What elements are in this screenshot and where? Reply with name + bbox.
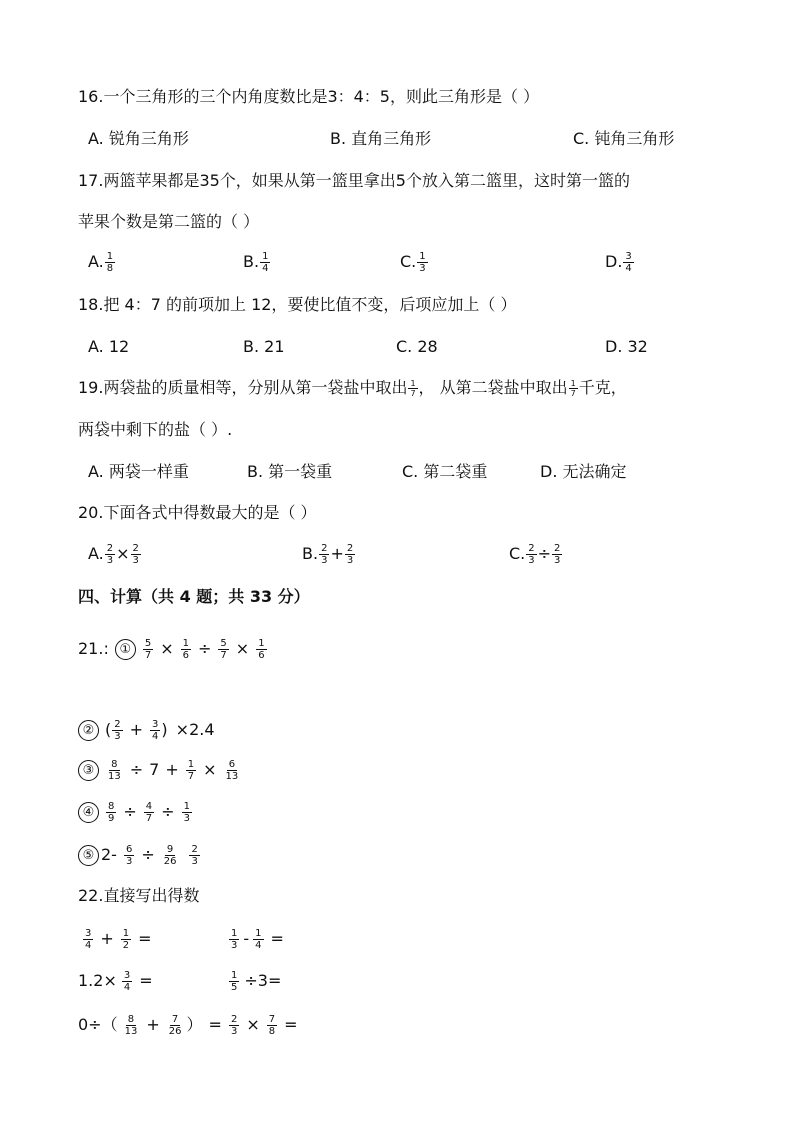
fraction: $\frac{7}{8}$ <box>268 1013 276 1037</box>
q17-option-c[interactable]: C. $\frac{1}{3}$ <box>400 251 426 274</box>
fraction: $\frac{1}{7}$ <box>570 379 576 398</box>
q22-item-5: 0÷（ 8 13 + $\frac{7}{26}$ ） = <box>78 1013 222 1037</box>
fraction: $\frac{2}{3}$ <box>231 1013 238 1037</box>
fraction: $\frac{4}{7}$ <box>145 800 153 824</box>
q20-stem: 20.下面各式中得数最大的是（ ） <box>78 503 317 522</box>
q16-option-c[interactable]: C. 钝角三角形 <box>573 129 675 148</box>
fraction: $\frac{1}{2}$ <box>122 927 130 951</box>
fraction: $\frac{8}{13}$ <box>108 758 121 782</box>
q18-option-a[interactable]: A. 12 <box>88 337 130 356</box>
section-heading: 四、计算（共 4 题；共 33 分） <box>78 587 310 606</box>
fraction: $\frac{5}{7}$ <box>144 637 152 661</box>
q18-option-c[interactable]: C. 28 <box>396 337 438 356</box>
q19-option-c[interactable]: C. 第二袋重 <box>402 462 488 481</box>
q19-option-a[interactable]: A. 两袋一样重 <box>88 462 189 481</box>
fraction: $\frac{1}{5}$ <box>231 969 238 993</box>
q18-option-b[interactable]: B. 21 <box>243 337 285 356</box>
fraction: $\frac{3}{4}$ <box>625 251 632 274</box>
fraction: $\frac{5}{7}$ <box>220 637 227 661</box>
fraction: 8 13 <box>124 1013 138 1037</box>
fraction: 2 3 <box>114 718 121 742</box>
fraction: $\frac{3}{4}$ <box>123 969 131 993</box>
q18-option-d[interactable]: D. 32 <box>605 337 648 356</box>
q20-option-a[interactable]: A. $\frac{2}{3}$ × $\frac{2}{3}$ <box>88 543 139 566</box>
q22-item-2: 1 3 - $\frac{1}{4}$ = <box>231 927 284 951</box>
fraction: $\frac{2}{3}$ <box>528 543 535 566</box>
circled-number-5: ⑤ <box>78 845 99 866</box>
fraction: $\frac{3}{4}$ <box>152 718 159 742</box>
circled-number-3: ③ <box>78 760 99 781</box>
q22-item-6: $\frac{2}{3}$ × $\frac{7}{8}$ = <box>231 1013 298 1037</box>
fraction: $\frac{1}{7}$ <box>410 379 416 398</box>
fraction: $\frac{1}{3}$ <box>419 251 426 274</box>
fraction: $\frac{2}{3}$ <box>346 543 354 566</box>
q22-item-1: 3 4 + $\frac{1}{2}$ = <box>85 927 152 951</box>
fraction: $\frac{1}{6}$ <box>258 637 265 661</box>
q21-expr-2: ② ( 2 3 + $\frac{3}{4}$ ) ×2.4 <box>78 717 215 743</box>
q22-item-4: $\frac{1}{5}$ ÷3= <box>231 969 282 993</box>
fraction: 1 3 <box>231 927 238 951</box>
fraction: $\frac{7}{26}$ <box>168 1013 182 1037</box>
fraction: $\frac{1}{8}$ <box>106 251 114 274</box>
fraction: $\frac{1}{4}$ <box>255 927 262 951</box>
q19-stem-line2: 两袋中剩下的盐（ ）. <box>78 420 233 439</box>
q22-title: 22.直接写出得数 <box>78 886 200 905</box>
fraction: $\frac{2}{3}$ <box>554 543 561 566</box>
fraction: $\frac{2}{3}$ <box>321 543 328 566</box>
q17-option-a[interactable]: A. $\frac{1}{8}$ <box>88 251 114 274</box>
fraction: $\frac{1}{7}$ <box>187 758 195 782</box>
q19-option-d[interactable]: D. 无法确定 <box>540 462 627 481</box>
q19-option-b[interactable]: B. 第一袋重 <box>247 462 333 481</box>
q19-stem-line1: 19.两袋盐的质量相等，分别从第一袋盐中取出 $\frac{1}{7}$ ， 从第二袋盐中取出 $\frac{1}{7}$ 千克， <box>78 378 627 398</box>
fraction: $\frac{2}{3}$ <box>106 543 114 566</box>
q21-expr-5: ⑤ 2- $\frac{6}{3}$ ÷ $\frac{9}{26}$ 2 3 <box>78 842 201 868</box>
fraction: 2 3 <box>191 843 198 867</box>
q22-item-3: 1.2× $\frac{3}{4}$ = <box>78 969 153 993</box>
fraction: $\frac{6}{3}$ <box>125 843 133 867</box>
q17-stem-line1: 17.两篮苹果都是35个，如果从第一篮里拿出5个放入第二篮里，这时第一篮的 <box>78 171 630 190</box>
q18-stem: 18.把 4：7 的前项加上 12，要使比值不变，后项应加上（ ） <box>78 295 517 314</box>
q17-stem-line2: 苹果个数是第二篮的（ ） <box>78 212 260 231</box>
fraction: $\frac{9}{26}$ <box>163 843 177 867</box>
fraction: $\frac{8}{9}$ <box>108 800 115 824</box>
circled-number-1: ① <box>115 639 136 660</box>
q21-expr-3: ③ $\frac{8}{13}$ ÷ 7 + $\frac{1}{7}$ × $\frac{6}{13}$ <box>78 757 241 783</box>
q16-stem: 16.一个三角形的三个内角度数比是3：4：5，则此三角形是（ ） <box>78 87 540 106</box>
q17-option-b[interactable]: B. $\frac{1}{4}$ <box>243 251 269 274</box>
q20-option-b[interactable]: B. $\frac{2}{3}$ + $\frac{2}{3}$ <box>302 543 354 566</box>
fraction: $\frac{6}{13}$ <box>225 758 239 782</box>
q16-option-b[interactable]: B. 直角三角形 <box>330 129 432 148</box>
fraction: $\frac{2}{3}$ <box>132 543 139 566</box>
q21-expr-4: ④ $\frac{8}{9}$ ÷ $\frac{4}{7}$ ÷ $\frac{1}{3}$ <box>78 799 193 825</box>
q17-option-d[interactable]: D. $\frac{3}{4}$ <box>605 251 632 274</box>
q21-expr-1: 21.: ① $\frac{5}{7}$ × $\frac{1}{6}$ ÷ $\frac{5}{7}$ × $\frac{1}{6}$ <box>78 637 265 661</box>
fraction: $\frac{1}{4}$ <box>262 251 269 274</box>
circled-number-2: ② <box>78 720 99 741</box>
q16-option-a[interactable]: A. 锐角三角形 <box>88 129 189 148</box>
circled-number-4: ④ <box>78 802 99 823</box>
fraction: 3 4 <box>85 927 92 951</box>
fraction: $\frac{1}{6}$ <box>182 637 189 661</box>
q20-option-c[interactable]: C. $\frac{2}{3}$ ÷ $\frac{2}{3}$ <box>509 543 561 566</box>
fraction: $\frac{1}{3}$ <box>183 800 190 824</box>
